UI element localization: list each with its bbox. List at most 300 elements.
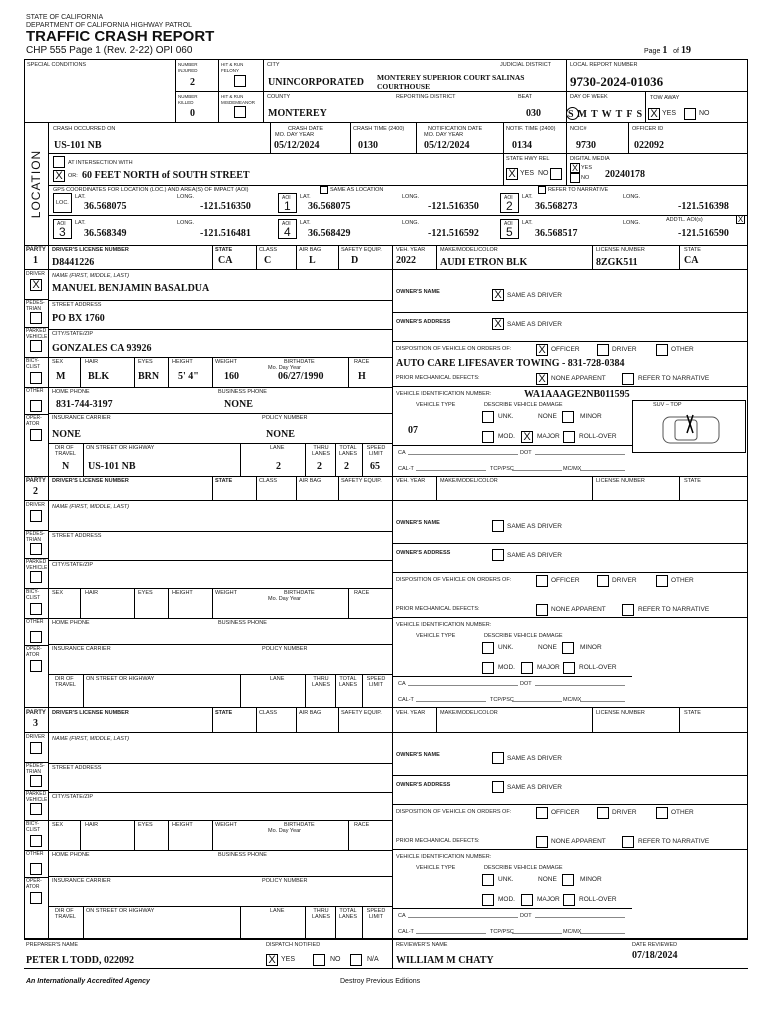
p3-dmg-none-checkbox[interactable]: [562, 874, 574, 886]
p3-lic-state-label: STATE: [684, 710, 701, 716]
aoi-4-box: AOI 4: [278, 219, 297, 239]
day-circle-sunday: [566, 107, 579, 120]
p1-addr-same-label: SAME AS DRIVER: [507, 321, 562, 328]
dispatch-no-checkbox[interactable]: [313, 954, 325, 966]
p1-operator-checkbox[interactable]: [30, 429, 42, 441]
p3-disp-driver-checkbox[interactable]: [597, 807, 609, 819]
same-as-location-label: SAME AS LOCATION: [330, 187, 384, 193]
p2-lic-state-label: STATE: [684, 478, 701, 484]
p1-disposition-value: AUTO CARE LIFESAVER TOWING - 831-728-0384: [396, 358, 625, 369]
p2-dir-travel-label: DIR OF TRAVEL: [55, 676, 76, 688]
p3-driver-checkbox[interactable]: [30, 742, 42, 754]
p2-tcp-label: TCP/PSC: [490, 697, 514, 703]
p1-bicyclist-checkbox[interactable]: [30, 372, 42, 384]
tow-away-label: TOW AWAY: [650, 95, 680, 101]
digital-media-label: DIGITAL MEDIA: [570, 156, 610, 162]
p2-parked-checkbox[interactable]: [30, 571, 42, 583]
p2-dmg-minor-label: MINOR: [580, 644, 602, 651]
p1-damage-label: DESCRIBE VEHICLE DAMAGE: [484, 402, 563, 408]
notif-time-label: NOTIF. TIME (2400): [506, 126, 556, 132]
or-checkbox[interactable]: X: [53, 170, 65, 182]
p1-dmg-unk-checkbox[interactable]: [482, 411, 494, 423]
preparer-value: PETER L TODD, 022092: [26, 955, 134, 966]
p1-pedestrian-checkbox[interactable]: [30, 312, 42, 324]
p2-thru-label: THRU LANES: [311, 676, 331, 688]
loc-lat-label: LAT.: [75, 194, 86, 200]
p2-dmg-major-label: MAJOR: [537, 664, 560, 671]
p3-damage-label: DESCRIBE VEHICLE DAMAGE: [484, 865, 563, 871]
p3-dmg-major-label: MAJOR: [537, 896, 560, 903]
p1-dmg-none-checkbox[interactable]: [562, 411, 574, 423]
p2-speed-label: SPEED LIMIT: [366, 676, 386, 688]
dispatch-label: DISPATCH NOTIFIED: [266, 942, 321, 948]
p2-disp-other-label: OTHER: [671, 577, 694, 584]
tow-no-label: NO: [699, 110, 710, 117]
crash-date-label: CRASH DATE: [288, 126, 324, 132]
p3-dmg-minor-label: MINOR: [580, 876, 602, 883]
loc-long-value: -121.516350: [200, 201, 251, 212]
p1-sex-label: SEX: [52, 359, 64, 365]
p1-height-value: 5' 4": [178, 371, 199, 382]
aoi-4-lat-value: 36.568429: [308, 228, 351, 239]
refer-narrative-label: REFER TO NARRATIVE: [548, 187, 609, 193]
injured-label: NUMBER INJURED: [178, 62, 198, 73]
dispatch-no-label: NO: [330, 956, 341, 963]
p2-total-label: TOTAL LANES: [338, 676, 358, 688]
p1-other-label: OTHER: [26, 388, 44, 394]
intersection-checkbox[interactable]: [53, 156, 65, 168]
p2-other-label: OTHER: [26, 619, 44, 625]
judicial-value: MONTEREY SUPERIOR COURT SALINAS COURTHOUSE: [377, 73, 525, 91]
p3-name-label: NAME (FIRST, MIDDLE, LAST): [52, 736, 130, 742]
frame-right: [747, 59, 748, 938]
p3-party-number: 3: [33, 718, 38, 729]
p2-driver-label: DRIVER: [26, 502, 45, 508]
p2-city-label: CITY/STATE/ZIP: [52, 562, 94, 568]
p1-race-value: H: [358, 371, 366, 382]
p3-sex-label: SEX: [52, 822, 64, 828]
aoi-4-long-label: LONG.: [402, 220, 420, 226]
p1-driver-label: DRIVER: [26, 271, 45, 277]
refer-narrative-checkbox[interactable]: [538, 186, 546, 194]
tow-yes-checkbox[interactable]: X: [648, 108, 660, 120]
p3-on-street-label: ON STREET OR HIGHWAY: [86, 908, 155, 914]
reviewer-value: WILLIAM M CHATY: [396, 955, 494, 966]
dispatch-yes-checkbox[interactable]: X: [266, 954, 278, 966]
tow-no-checkbox[interactable]: [684, 108, 696, 120]
p2-insurance-label: INSURANCE CARRIER: [52, 646, 111, 652]
aoi-3-long-label: LONG.: [177, 220, 195, 226]
p2-disp-other-checkbox[interactable]: [656, 575, 668, 587]
aoi-1-long-label: LONG.: [402, 194, 420, 200]
p3-dmg-unk-checkbox[interactable]: [482, 874, 494, 886]
form-number: CHP 555 Page 1 (Rev. 2-22) OPI 060: [26, 45, 193, 56]
crash-occurred-value: US-101 NB: [54, 140, 102, 151]
p1-name-value: MANUEL BENJAMIN BASALDUA: [52, 283, 210, 294]
addtl-aoi-checkbox[interactable]: X: [737, 215, 744, 224]
digital-yes-checkbox[interactable]: X: [571, 163, 578, 173]
p2-none-apparent-checkbox[interactable]: [536, 604, 548, 616]
day-of-week-label: DAY OF WEEK: [570, 94, 608, 100]
city-label: CITY: [267, 62, 280, 68]
notif-date-value: 05/12/2024: [424, 140, 470, 151]
crash-time-value: 0130: [358, 140, 378, 151]
p3-race-label: RACE: [354, 822, 370, 828]
p1-safety-value: D: [351, 255, 359, 266]
p3-speed-label: SPEED LIMIT: [366, 908, 386, 920]
p3-disp-driver-label: DRIVER: [612, 809, 637, 816]
p1-dot-label: DOT: [520, 450, 532, 456]
p1-disp-officer-label: OFFICER: [551, 346, 580, 353]
state-hwy-label: STATE HWY REL: [506, 156, 550, 162]
p1-suv-top-icon: [633, 409, 745, 453]
p1-owner-same-checkbox[interactable]: X: [492, 289, 504, 301]
p1-race-label: RACE: [354, 359, 370, 365]
p2-party-label: PARTY: [26, 478, 46, 484]
p1-none-apparent-checkbox[interactable]: X: [536, 373, 548, 385]
p2-owner-addr-label: OWNER'S ADDRESS: [396, 550, 451, 556]
p1-party-number: 1: [33, 255, 38, 266]
p3-dmg-roll-checkbox[interactable]: [563, 894, 575, 906]
p3-owner-same-label: SAME AS DRIVER: [507, 755, 562, 762]
p1-eyes-label: EYES: [138, 359, 153, 365]
hr-felony-checkbox[interactable]: [234, 75, 246, 87]
p2-dl-label: DRIVER'S LICENSE NUMBER: [52, 478, 129, 484]
p3-dmg-mod-checkbox[interactable]: [482, 894, 494, 906]
p3-disposition-label: DISPOSITION OF VEHICLE ON ORDERS OF:: [396, 809, 512, 815]
p3-airbag-label: AIR BAG: [299, 710, 322, 716]
location-side-block: LOCATION: [29, 149, 43, 218]
notif-time-value: 0134: [512, 140, 532, 151]
p3-dir-travel-label: DIR OF TRAVEL: [55, 908, 76, 920]
p3-prior-defects-label: PRIOR MECHANICAL DEFECTS:: [396, 838, 480, 844]
p1-veh-year-value: 2022: [396, 255, 416, 266]
p1-driver-checkbox[interactable]: X: [30, 279, 42, 291]
p2-license-label: LICENSE NUMBER: [596, 478, 645, 484]
p1-state-value: CA: [218, 255, 233, 266]
day-of-week-value: SMTWTFS: [568, 109, 647, 120]
p3-addr-same-label: SAME AS DRIVER: [507, 784, 562, 791]
p3-none-apparent-checkbox[interactable]: [536, 836, 548, 848]
p3-birth-mdy: Mo. Day Year: [268, 828, 302, 834]
p3-height-label: HEIGHT: [172, 822, 193, 828]
digital-no-checkbox[interactable]: [570, 173, 580, 183]
p3-birthdate-label: BIRTHDATE: [284, 822, 315, 828]
frame-top: [24, 59, 748, 60]
p2-dmg-roll-checkbox[interactable]: [563, 662, 575, 674]
killed-value: 0: [190, 108, 195, 119]
p1-disp-driver-checkbox[interactable]: [597, 344, 609, 356]
aoi-1-box: AOI 1: [278, 193, 297, 213]
digital-no-label: NO: [581, 175, 590, 181]
aoi-5-long-label: LONG.: [623, 220, 641, 226]
destroy-note: Destroy Previous Editions: [340, 978, 421, 985]
p3-thru-label: THRU LANES: [311, 908, 331, 920]
p3-home-phone-label: HOME PHONE: [52, 852, 90, 858]
officer-id-value: 022092: [634, 140, 664, 151]
p1-height-label: HEIGHT: [172, 359, 193, 365]
aoi-1-lat-value: 36.568075: [308, 201, 351, 212]
p1-make-value: AUDI ETRON BLK: [440, 257, 528, 268]
p3-disp-other-checkbox[interactable]: [656, 807, 668, 819]
p1-birthdate-label: BIRTHDATE: [284, 359, 315, 365]
p3-party-label: PARTY: [26, 710, 46, 716]
p2-parked-label: PARKED VEHICLE: [26, 559, 48, 571]
hr-felony-label: HIT & RUN FELONY: [221, 62, 244, 73]
p3-parked-checkbox[interactable]: [30, 803, 42, 815]
loc-long-label: LONG.: [177, 194, 195, 200]
p1-vehicle-type-value: 07: [408, 425, 418, 436]
p1-hair-label: HAIR: [85, 359, 99, 365]
or-value: 60 FEET NORTH of SOUTH STREET: [82, 170, 250, 181]
notif-date-label: NOTIFICATION DATE: [428, 126, 483, 132]
form-title: TRAFFIC CRASH REPORT: [26, 28, 215, 45]
p1-business-phone-label: BUSINESS PHONE: [218, 389, 267, 395]
p2-dmg-mod-checkbox[interactable]: [482, 662, 494, 674]
p2-operator-checkbox[interactable]: [30, 660, 42, 672]
p1-thru-value: 2: [317, 461, 322, 472]
p2-dmg-none-label: NONE: [538, 644, 557, 651]
p1-mcmx-label: MC/MX: [563, 466, 582, 472]
state-hwy-yes-checkbox[interactable]: X: [506, 168, 518, 180]
p3-lane-label: LANE: [270, 908, 285, 914]
p2-disp-officer-checkbox[interactable]: [536, 575, 548, 587]
p3-total-label: TOTAL LANES: [338, 908, 358, 920]
p1-class-value: C: [264, 255, 272, 266]
p1-dmg-major-checkbox[interactable]: X: [521, 431, 533, 443]
p3-disp-other-label: OTHER: [671, 809, 694, 816]
p2-weight-label: WEIGHT: [215, 590, 237, 596]
p1-disp-other-checkbox[interactable]: [656, 344, 668, 356]
aoi-3-lat-label: LAT.: [75, 220, 86, 226]
p1-lic-state-label: STATE: [684, 247, 701, 253]
p3-operator-checkbox[interactable]: [30, 892, 42, 904]
p1-make-label: MAKE/MODEL/COLOR: [440, 247, 498, 253]
aoi-4-long-value: -121.516592: [428, 228, 479, 239]
p1-on-street-label: ON STREET OR HIGHWAY: [86, 445, 155, 451]
p3-disp-officer-checkbox[interactable]: [536, 807, 548, 819]
p1-dmg-unk-label: UNK.: [498, 413, 514, 420]
p2-pedestrian-checkbox[interactable]: [30, 543, 42, 555]
aoi-3-lat-value: 36.568349: [84, 228, 127, 239]
p3-driver-label: DRIVER: [26, 734, 45, 740]
p3-refer-narrative-checkbox[interactable]: [622, 836, 634, 848]
p2-veh-year-label: VEH. YEAR: [396, 478, 426, 484]
p1-policy-value: NONE: [266, 429, 295, 440]
state-hwy-no-label: NO: [538, 170, 549, 177]
p2-make-label: MAKE/MODEL/COLOR: [440, 478, 498, 484]
p2-dmg-unk-checkbox[interactable]: [482, 642, 494, 654]
p2-operator-label: OPER-ATOR: [26, 646, 42, 658]
p1-lane-value: 2: [276, 461, 281, 472]
p1-none-apparent-label: NONE APPARENT: [551, 375, 606, 382]
p2-disp-officer-label: OFFICER: [551, 577, 580, 584]
p1-hair-value: BLK: [88, 371, 110, 382]
p3-vehicle-type-label: VEHICLE TYPE: [416, 865, 456, 871]
p2-other-checkbox[interactable]: [30, 631, 42, 643]
p3-pedestrian-checkbox[interactable]: [30, 775, 42, 787]
p1-bicyclist-label: BICY-CLIST: [26, 358, 41, 370]
p1-addr-same-checkbox[interactable]: X: [492, 318, 504, 330]
p1-street-value: PO BX 1760: [52, 313, 105, 324]
p2-calt-label: CAL-T: [398, 697, 414, 703]
p3-state-label: STATE: [215, 710, 233, 716]
state-hwy-no-checkbox[interactable]: [550, 168, 562, 180]
p2-birthdate-label: BIRTHDATE: [284, 590, 315, 596]
p2-none-apparent-label: NONE APPARENT: [551, 606, 606, 613]
p2-mcmx-label: MC/MX: [563, 697, 582, 703]
beat-label: BEAT: [518, 94, 532, 100]
p1-dmg-mod-checkbox[interactable]: [482, 431, 494, 443]
p2-pedestrian-label: PEDES-TRIAN: [26, 531, 45, 543]
p3-refer-narrative-label: REFER TO NARRATIVE: [638, 838, 710, 845]
hr-misd-checkbox[interactable]: [234, 106, 246, 118]
p1-birth-mdy: Mo. Day Year: [268, 365, 302, 371]
p1-prior-defects-label: PRIOR MECHANICAL DEFECTS:: [396, 375, 480, 381]
p3-operator-label: OPER-ATOR: [26, 878, 42, 890]
p1-vin-value: WA1AAAGE2NB011595: [524, 389, 630, 400]
p1-weight-label: WEIGHT: [215, 359, 237, 365]
ncic-value: 9730: [576, 140, 596, 151]
p2-disp-driver-label: DRIVER: [612, 577, 637, 584]
p2-prior-defects-label: PRIOR MECHANICAL DEFECTS:: [396, 606, 480, 612]
crash-date-mdy: MO. DAY YEAR: [275, 132, 315, 138]
or-label: OR:: [68, 173, 78, 179]
judicial-label: JUDICIAL DISTRICT: [500, 62, 552, 68]
p3-dl-label: DRIVER'S LICENSE NUMBER: [52, 710, 129, 716]
p1-safety-label: SAFETY EQUIP.: [341, 247, 382, 253]
p2-birth-mdy: Mo. Day Year: [268, 596, 302, 602]
p2-eyes-label: EYES: [138, 590, 153, 596]
p2-dmg-major-checkbox[interactable]: [521, 662, 533, 674]
p3-dmg-mod-label: MOD.: [498, 896, 515, 903]
tow-yes-label: YES: [662, 110, 677, 117]
injured-value: 2: [190, 77, 195, 88]
p3-dot-label: DOT: [520, 913, 532, 919]
same-as-location-checkbox[interactable]: [320, 186, 328, 194]
p1-parked-checkbox[interactable]: [30, 340, 42, 352]
p3-hair-label: HAIR: [85, 822, 99, 828]
p3-dmg-major-checkbox[interactable]: [521, 894, 533, 906]
p1-state-label: STATE: [215, 247, 233, 253]
p2-disposition-label: DISPOSITION OF VEHICLE ON ORDERS OF:: [396, 577, 512, 583]
p1-license-label: LICENSE NUMBER: [596, 247, 645, 253]
state-name: STATE OF CALIFORNIA: [26, 14, 104, 21]
p1-sex-value: M: [56, 371, 66, 382]
p3-mcmx-label: MC/MX: [563, 929, 582, 935]
p3-owner-same-checkbox[interactable]: [492, 752, 504, 764]
p2-driver-checkbox[interactable]: [30, 510, 42, 522]
p3-policy-label: POLICY NUMBER: [262, 878, 308, 884]
aoi-5-lat-value: 36.568517: [535, 228, 578, 239]
aoi-4-lat-label: LAT.: [300, 220, 311, 226]
p2-owner-same-label: SAME AS DRIVER: [507, 523, 562, 530]
p2-state-label: STATE: [215, 478, 233, 484]
p2-height-label: HEIGHT: [172, 590, 193, 596]
p3-none-apparent-label: NONE APPARENT: [551, 838, 606, 845]
officer-id-label: OFFICER ID: [632, 126, 664, 132]
p3-make-label: MAKE/MODEL/COLOR: [440, 710, 498, 716]
p2-addr-same-checkbox[interactable]: [492, 549, 504, 561]
p3-bicyclist-checkbox[interactable]: [30, 835, 42, 847]
p1-street-label: STREET ADDRESS: [52, 302, 102, 308]
p2-vin-label: VEHICLE IDENTIFICATION NUMBER:: [396, 622, 492, 628]
p3-vin-label: VEHICLE IDENTIFICATION NUMBER:: [396, 854, 492, 860]
p1-dmg-mod-label: MOD.: [498, 433, 515, 440]
p2-lane-label: LANE: [270, 676, 285, 682]
p3-eyes-label: EYES: [138, 822, 153, 828]
aoi-2-long-value: -121.516398: [678, 201, 729, 212]
p3-other-label: OTHER: [26, 851, 44, 857]
p1-dmg-roll-checkbox[interactable]: [563, 431, 575, 443]
p1-lane-label: LANE: [270, 445, 285, 451]
p3-calt-label: CAL-T: [398, 929, 414, 935]
p2-disp-driver-checkbox[interactable]: [597, 575, 609, 587]
p3-other-checkbox[interactable]: [30, 863, 42, 875]
aoi-1-long-value: -121.516350: [428, 201, 479, 212]
p1-owner-addr-label: OWNER'S ADDRESS: [396, 319, 451, 325]
p1-other-checkbox[interactable]: [30, 400, 42, 412]
dispatch-yes-label: YES: [281, 956, 296, 963]
local-report-label: LOCAL REPORT NUMBER: [570, 62, 638, 68]
p2-dot-label: DOT: [520, 681, 532, 687]
county-value: MONTEREY: [268, 108, 327, 119]
p1-license-value: 8ZGK511: [596, 257, 638, 268]
aoi-1-lat-label: LAT.: [300, 194, 311, 200]
p1-owner-label: OWNER'S NAME: [396, 289, 440, 295]
p3-insurance-label: INSURANCE CARRIER: [52, 878, 111, 884]
aoi-5-box: AOI 5: [500, 219, 519, 239]
aoi-5-lat-label: LAT.: [522, 220, 533, 226]
reporting-district-label: REPORTING DISTRICT: [396, 94, 456, 100]
p1-disp-officer-checkbox[interactable]: X: [536, 344, 548, 356]
p1-operator-label: OPER-ATOR: [26, 415, 42, 427]
p3-pedestrian-label: PEDES-TRIAN: [26, 763, 45, 775]
special-conditions-label: SPECIAL CONDITIONS: [27, 62, 87, 68]
p1-dmg-major-label: MAJOR: [537, 433, 560, 440]
p1-disposition-label: DISPOSITION OF VEHICLE ON ORDERS OF:: [396, 346, 512, 352]
p3-dmg-roll-label: ROLL-OVER: [579, 896, 617, 903]
p3-dmg-unk-label: UNK.: [498, 876, 514, 883]
page-indicator: Page 1 of 19: [644, 45, 691, 56]
p2-airbag-label: AIR BAG: [299, 478, 322, 484]
p2-safety-label: SAFETY EQUIP.: [341, 478, 382, 484]
p3-addr-same-checkbox[interactable]: [492, 781, 504, 793]
p1-total-value: 2: [344, 461, 349, 472]
p2-bicyclist-label: BICY-CLIST: [26, 589, 41, 601]
p1-calt-label: CAL-T: [398, 466, 414, 472]
department-name: DEPARTMENT OF CALIFORNIA HIGHWAY PATROL: [26, 22, 193, 29]
p2-refer-narrative-label: REFER TO NARRATIVE: [638, 606, 710, 613]
p1-dmg-roll-label: ROLL-OVER: [579, 433, 617, 440]
p3-city-label: CITY/STATE/ZIP: [52, 794, 94, 800]
aoi-2-lat-label: LAT.: [522, 194, 533, 200]
dispatch-na-checkbox[interactable]: [350, 954, 362, 966]
p2-refer-narrative-checkbox[interactable]: [622, 604, 634, 616]
dispatch-na-label: N/A: [367, 956, 379, 963]
p1-birthdate-value: 06/27/1990: [278, 371, 324, 382]
p1-insurance-label: INSURANCE CARRIER: [52, 415, 111, 421]
p1-policy-label: POLICY NUMBER: [262, 415, 308, 421]
p2-owner-same-checkbox[interactable]: [492, 520, 504, 532]
p3-business-phone-label: BUSINESS PHONE: [218, 852, 267, 858]
p1-on-street-value: US-101 NB: [88, 461, 136, 472]
p1-business-phone-value: NONE: [224, 399, 253, 410]
p3-street-label: STREET ADDRESS: [52, 765, 102, 771]
p1-refer-narrative-checkbox[interactable]: [622, 373, 634, 385]
p2-bicyclist-checkbox[interactable]: [30, 603, 42, 615]
p2-dmg-none-checkbox[interactable]: [562, 642, 574, 654]
